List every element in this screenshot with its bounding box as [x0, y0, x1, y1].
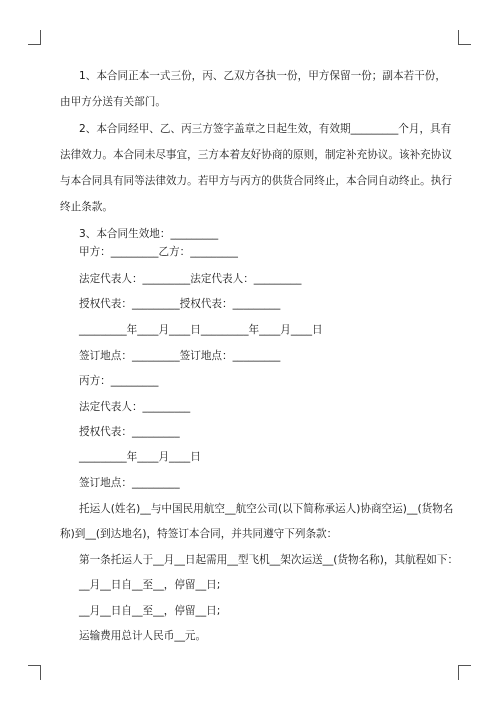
auth-rep-line: 授权代表：_________授权代表：_________ — [79, 298, 281, 310]
shipper-line-1: 托运人(姓名)__与中国民用航空__航空公司(以下简称承运人)协商空运)__(货物名 — [79, 503, 454, 515]
clause-2-line-4: 终止条款。 — [60, 201, 113, 213]
party-a-b-line: 甲方：_________乙方：_________ — [79, 246, 238, 258]
clause-2-line-2: 法律效力。本合同未尽事宜，三方本着友好协商的原则，制定补充协议。该补充协议 — [60, 149, 452, 161]
clause-3-line: 3、本合同生效地：_________ — [79, 228, 219, 240]
route-line-2: __月__日自__至__，停留__日; — [79, 605, 221, 617]
party-c-date-line: _________年____月____日 — [79, 451, 201, 463]
clause-1-line-2: 由甲方分送有关部门。 — [60, 96, 166, 108]
clause-1-line-1: 1、本合同正本一式三份，丙、乙双方各执一份，甲方保留一份；副本若干份， — [79, 70, 446, 82]
freight-total-line: 运输费用总计人民币__元。 — [79, 630, 207, 642]
legal-rep-line: 法定代表人：_________法定代表人：_________ — [79, 273, 302, 285]
sign-place-line: 签订地点：_________签订地点：_________ — [79, 350, 281, 362]
party-c-legal-rep-line: 法定代表人：_________ — [79, 401, 191, 413]
party-c-sign-place-line: 签订地点：_________ — [79, 477, 180, 489]
party-c-line: 丙方：_________ — [79, 375, 159, 387]
party-c-auth-rep-line: 授权代表：_________ — [79, 426, 180, 438]
crop-mark-top-left — [28, 30, 41, 45]
article-1-line: 第一条托运人于__月__日起需用__型飞机__架次运送__(货物名称)，其航程如下： — [79, 554, 459, 566]
crop-mark-bottom-left — [28, 665, 41, 680]
shipper-line-2: 称)到__(到达地名)，特签订本合同，并共同遵守下列条款： — [60, 528, 338, 540]
clause-2-line-3: 与本合同具有同等法律效力。若甲方与丙方的供货合同终止，本合同自动终止。执行 — [60, 175, 452, 187]
crop-mark-top-right — [458, 30, 471, 45]
clause-2-line-1: 2、本合同经甲、乙、丙三方签字盖章之日起生效，有效期_________个月，具有 — [79, 123, 452, 135]
route-line-1: __月__日自__至__，停留__日; — [79, 579, 221, 591]
date-line: _________年____月____日_________年____月____日 — [79, 324, 323, 336]
crop-mark-bottom-right — [458, 665, 471, 680]
